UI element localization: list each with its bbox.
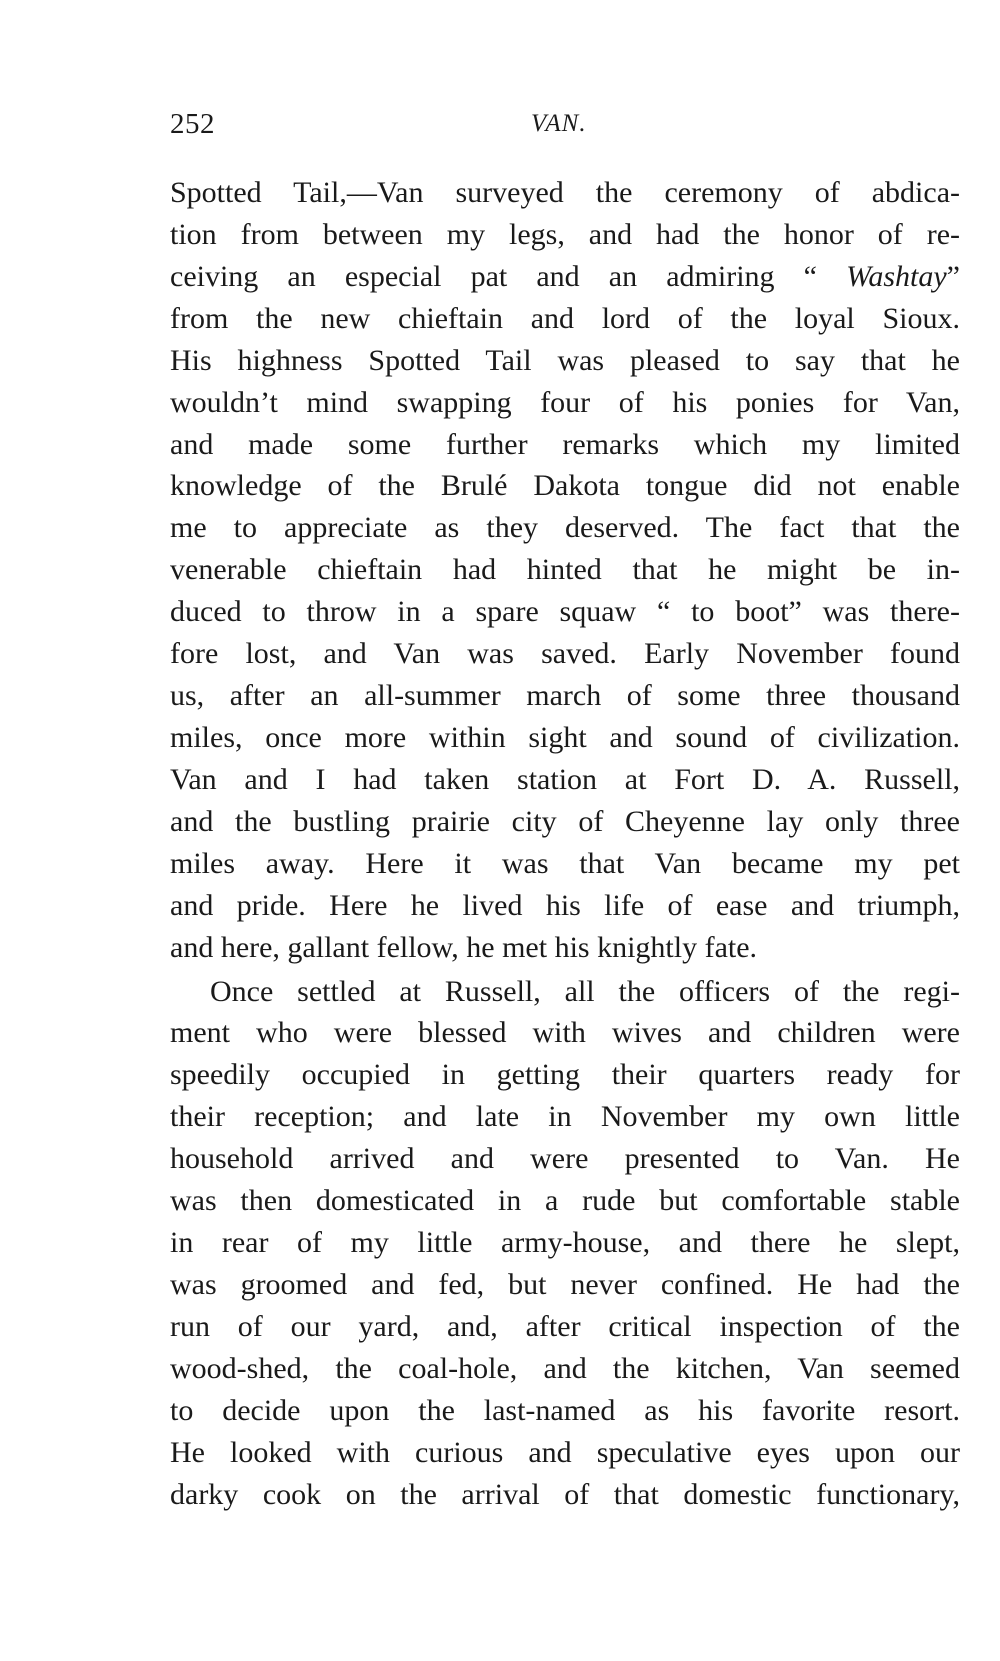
text-line: from the new chieftain and lord of the loyal Sioux.	[170, 301, 960, 335]
text-line: knowledge of the Brulé Dakota tongue did not enable	[170, 469, 960, 503]
text-line: their reception; and late in November my own little	[170, 1100, 960, 1134]
text-line: wood-shed, the coal-hole, and the kitchen, Van seemed	[170, 1351, 960, 1385]
text-line: household arrived and were presented to Van. He	[170, 1142, 960, 1176]
text-line: was then domesticated in a rude but comfortable stable	[170, 1184, 960, 1218]
text-line: ment who were blessed with wives and children were	[170, 1016, 960, 1050]
text-line: us, after an all-summer march of some three thousand	[170, 679, 960, 713]
text-line: miles away. Here it was that Van became my pet	[170, 846, 960, 880]
text-line: in rear of my little army-house, and there he slept,	[170, 1226, 960, 1260]
paragraph	[170, 971, 960, 1516]
paragraph	[170, 172, 960, 969]
text-line: duced to throw in a spare squaw “ to boot” was there-	[170, 595, 960, 629]
text-line: He looked with curious and speculative eyes upon our	[170, 1435, 960, 1469]
text-line: and the bustling prairie city of Cheyenne lay only three	[170, 804, 960, 838]
text-line: was groomed and fed, but never confined. He had the	[170, 1267, 960, 1301]
text-line: fore lost, and Van was saved. Early November found	[170, 637, 960, 671]
text-line: ceiving an especial pat and an admiring “ Washtay”	[170, 259, 960, 293]
text-line: run of our yard, and, after critical inspection of the	[170, 1309, 960, 1343]
text-line: me to appreciate as they deserved. The fact that the	[170, 511, 960, 545]
text-line: wouldn’t mind swapping four of his ponies for Van,	[170, 385, 960, 419]
running-head: VAN.	[531, 110, 587, 137]
text-line: and made some further remarks which my limited	[170, 427, 960, 461]
text-line: speedily occupied in getting their quarters ready for	[170, 1058, 960, 1092]
text-line: and here, gallant fellow, he met his knightly fate.	[170, 930, 758, 964]
text-line: Van and I had taken station at Fort D. A. Russell,	[170, 762, 960, 796]
text-line: to decide upon the last-named as his favorite resort.	[170, 1393, 960, 1427]
text-line: miles, once more within sight and sound of civilization.	[170, 720, 960, 754]
text-line: Once settled at Russell, all the officers of the regi-	[210, 974, 960, 1008]
page-body	[170, 172, 960, 1516]
text-line: and pride. Here he lived his life of ease and triumph,	[170, 888, 960, 922]
text-line: Spotted Tail,—Van surveyed the ceremony of abdica-	[170, 176, 960, 209]
text-line: darky cook on the arrival of that domestic functionary,	[170, 1477, 960, 1511]
page-number: 252	[170, 108, 215, 140]
text-line: tion from between my legs, and had the honor of re-	[170, 217, 960, 251]
text-line: His highness Spotted Tail was pleased to say that he	[170, 343, 960, 377]
italic-word: Washtay	[846, 259, 947, 293]
text-line: venerable chieftain had hinted that he might be in-	[170, 553, 960, 587]
